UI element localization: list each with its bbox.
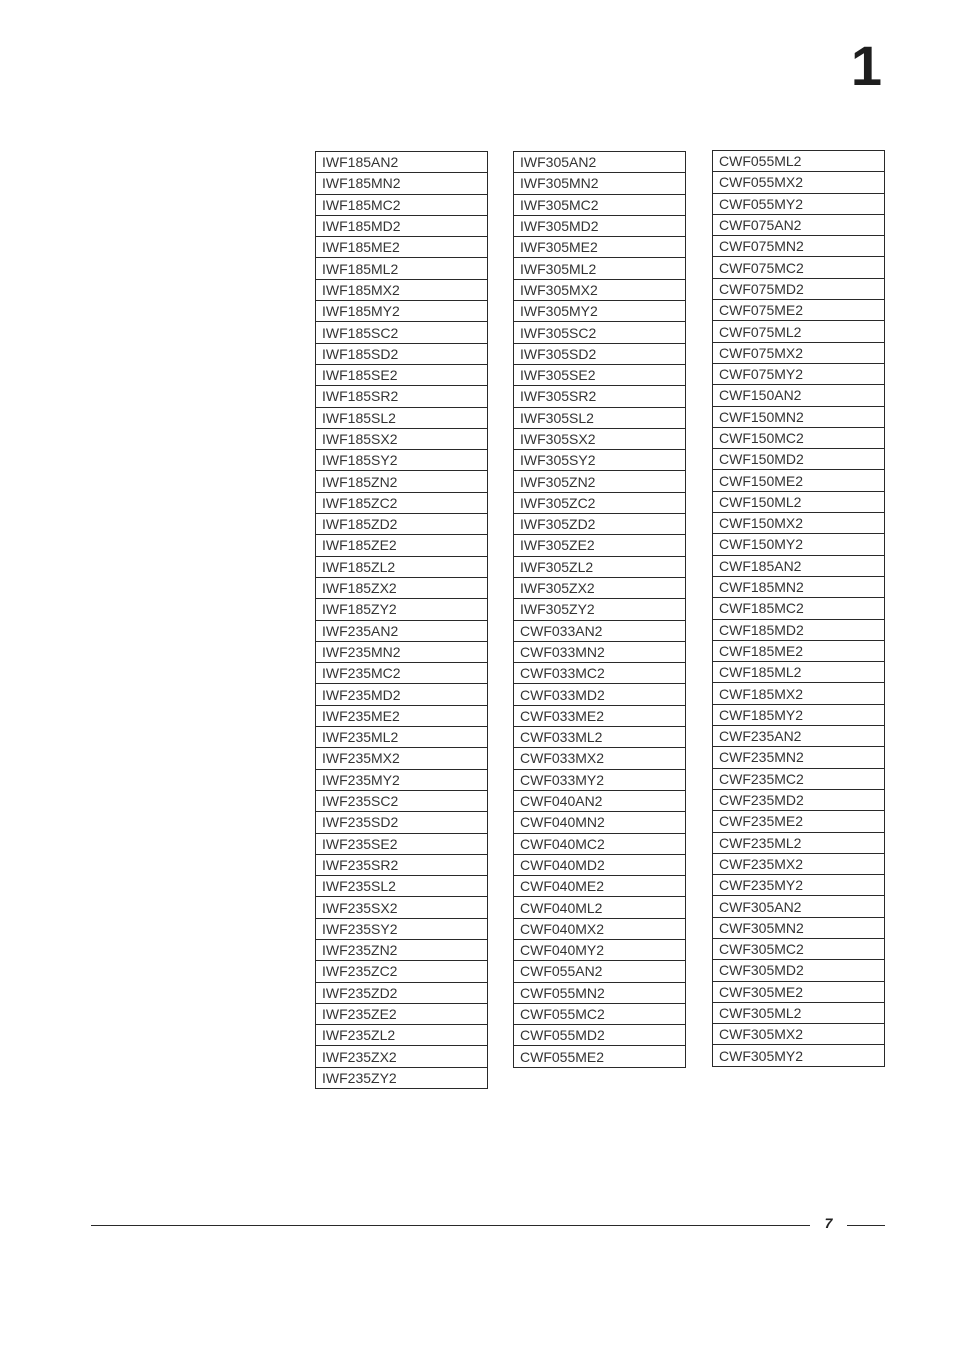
table-row bbox=[713, 768, 885, 789]
model-code-cell: IWF235ZC2 bbox=[316, 961, 488, 982]
table-row bbox=[713, 449, 885, 470]
model-code-cell: CWF055MC2 bbox=[514, 1003, 686, 1024]
model-code-cell: CWF185MY2 bbox=[713, 704, 885, 725]
table-row bbox=[514, 748, 686, 769]
table-row bbox=[316, 535, 488, 556]
model-code-cell: CWF040ML2 bbox=[514, 897, 686, 918]
table-row bbox=[713, 938, 885, 959]
table-row bbox=[316, 258, 488, 279]
table-row bbox=[713, 427, 885, 448]
table-row bbox=[514, 1003, 686, 1024]
model-code-cell: IWF185ZY2 bbox=[316, 599, 488, 620]
model-code-cell: CWF150MC2 bbox=[713, 427, 885, 448]
model-code-cell: IWF305SL2 bbox=[514, 407, 686, 428]
table-row bbox=[713, 662, 885, 683]
table-row bbox=[514, 918, 686, 939]
model-code-cell: CWF040MC2 bbox=[514, 833, 686, 854]
model-code-cell: IWF235ZN2 bbox=[316, 939, 488, 960]
model-code-cell: CWF033ML2 bbox=[514, 727, 686, 748]
table-row bbox=[316, 684, 488, 705]
model-code-cell: IWF185AN2 bbox=[316, 152, 488, 173]
table-row bbox=[713, 363, 885, 384]
model-code-table-3 bbox=[712, 150, 885, 1067]
model-code-cell: CWF185MN2 bbox=[713, 576, 885, 597]
model-code-cell: CWF235MX2 bbox=[713, 853, 885, 874]
model-code-cell: CWF185MX2 bbox=[713, 683, 885, 704]
table-row bbox=[316, 407, 488, 428]
table-row bbox=[713, 576, 885, 597]
model-code-cell: CWF033MC2 bbox=[514, 663, 686, 684]
model-code-cell: CWF040ME2 bbox=[514, 876, 686, 897]
table-row bbox=[316, 428, 488, 449]
model-code-cell: CWF055ML2 bbox=[713, 151, 885, 172]
model-code-cell: CWF150MX2 bbox=[713, 513, 885, 534]
model-code-cell: IWF185ZE2 bbox=[316, 535, 488, 556]
table-row bbox=[713, 683, 885, 704]
table-row bbox=[316, 152, 488, 173]
model-code-cell: CWF185MC2 bbox=[713, 598, 885, 619]
table-row bbox=[713, 214, 885, 235]
model-code-cell: IWF235SR2 bbox=[316, 854, 488, 875]
model-code-cell: IWF185MC2 bbox=[316, 194, 488, 215]
model-code-cell: IWF185ML2 bbox=[316, 258, 488, 279]
model-code-cell: CWF305AN2 bbox=[713, 896, 885, 917]
table-row bbox=[713, 811, 885, 832]
model-code-cell: CWF040AN2 bbox=[514, 790, 686, 811]
model-code-cell: CWF075AN2 bbox=[713, 214, 885, 235]
table-row bbox=[316, 450, 488, 471]
table-row bbox=[514, 854, 686, 875]
model-code-cell: IWF185SE2 bbox=[316, 364, 488, 385]
table-row bbox=[316, 812, 488, 833]
table-row bbox=[316, 961, 488, 982]
table-row bbox=[514, 1046, 686, 1067]
table-row bbox=[514, 237, 686, 258]
model-code-cell: IWF305MN2 bbox=[514, 173, 686, 194]
table-row bbox=[713, 151, 885, 172]
table-row bbox=[316, 939, 488, 960]
table-row bbox=[316, 173, 488, 194]
table-row bbox=[514, 386, 686, 407]
table-row bbox=[713, 172, 885, 193]
table-row bbox=[713, 236, 885, 257]
model-code-cell: CWF075MN2 bbox=[713, 236, 885, 257]
model-code-cell: CWF305MD2 bbox=[713, 960, 885, 981]
table-row bbox=[514, 939, 686, 960]
model-code-cell: IWF185MY2 bbox=[316, 301, 488, 322]
table-row bbox=[316, 790, 488, 811]
table-row bbox=[316, 322, 488, 343]
table-row bbox=[713, 321, 885, 342]
model-code-cell: IWF235SL2 bbox=[316, 876, 488, 897]
table-row bbox=[316, 641, 488, 662]
model-code-cell: CWF305MN2 bbox=[713, 917, 885, 938]
table-row bbox=[514, 641, 686, 662]
table-row bbox=[316, 301, 488, 322]
table-row bbox=[514, 790, 686, 811]
table-row bbox=[316, 833, 488, 854]
table-row bbox=[316, 279, 488, 300]
model-code-cell: IWF305SC2 bbox=[514, 322, 686, 343]
table-row bbox=[316, 237, 488, 258]
table-row bbox=[316, 663, 488, 684]
model-code-cell: CWF185ML2 bbox=[713, 662, 885, 683]
table-row bbox=[514, 215, 686, 236]
model-code-cell: CWF055MD2 bbox=[514, 1025, 686, 1046]
table-row bbox=[514, 364, 686, 385]
model-code-cell: IWF235ZX2 bbox=[316, 1046, 488, 1067]
model-code-cell: CWF040MY2 bbox=[514, 939, 686, 960]
table-row bbox=[514, 514, 686, 535]
table-row bbox=[316, 1067, 488, 1088]
table-row bbox=[514, 727, 686, 748]
model-code-cell: CWF055MX2 bbox=[713, 172, 885, 193]
table-row bbox=[713, 704, 885, 725]
model-code-cell: CWF040MD2 bbox=[514, 854, 686, 875]
table-row bbox=[713, 491, 885, 512]
model-code-cell: CWF235ME2 bbox=[713, 811, 885, 832]
table-row bbox=[514, 450, 686, 471]
model-code-cell: CWF305MY2 bbox=[713, 1045, 885, 1066]
table-row bbox=[713, 385, 885, 406]
table-row bbox=[713, 1024, 885, 1045]
table-row bbox=[713, 917, 885, 938]
table-row bbox=[713, 1045, 885, 1066]
table-row bbox=[713, 534, 885, 555]
model-code-cell: CWF235MY2 bbox=[713, 875, 885, 896]
table-row bbox=[316, 215, 488, 236]
table-row bbox=[514, 663, 686, 684]
table-row bbox=[514, 407, 686, 428]
model-code-cell: CWF033MD2 bbox=[514, 684, 686, 705]
model-code-cell: IWF305MY2 bbox=[514, 301, 686, 322]
model-code-cell: IWF235ZY2 bbox=[316, 1067, 488, 1088]
model-code-cell: IWF305SR2 bbox=[514, 386, 686, 407]
chapter-number: 1 bbox=[850, 34, 882, 97]
model-code-cell: IWF185SR2 bbox=[316, 386, 488, 407]
model-code-cell: CWF075MX2 bbox=[713, 342, 885, 363]
table-row bbox=[514, 812, 686, 833]
model-code-cell: CWF235AN2 bbox=[713, 726, 885, 747]
table-row bbox=[713, 342, 885, 363]
model-code-cell: CWF235MD2 bbox=[713, 789, 885, 810]
model-code-cell: IWF185ZX2 bbox=[316, 577, 488, 598]
table-row bbox=[713, 555, 885, 576]
model-code-cell: IWF185SL2 bbox=[316, 407, 488, 428]
table-row bbox=[316, 897, 488, 918]
table-row bbox=[316, 577, 488, 598]
table-row bbox=[514, 961, 686, 982]
table-row bbox=[514, 194, 686, 215]
model-code-cell: IWF305SY2 bbox=[514, 450, 686, 471]
model-code-cell: IWF185ZN2 bbox=[316, 471, 488, 492]
table-row bbox=[514, 492, 686, 513]
model-code-cell: CWF040MX2 bbox=[514, 918, 686, 939]
model-code-cell: CWF033MN2 bbox=[514, 641, 686, 662]
model-code-cell: IWF235ZL2 bbox=[316, 1025, 488, 1046]
table-row bbox=[514, 173, 686, 194]
table-row bbox=[514, 322, 686, 343]
table-row bbox=[514, 876, 686, 897]
model-code-cell: IWF185ME2 bbox=[316, 237, 488, 258]
table-row bbox=[316, 471, 488, 492]
table-row bbox=[713, 406, 885, 427]
model-code-cell: IWF235ME2 bbox=[316, 705, 488, 726]
table-row bbox=[316, 705, 488, 726]
model-code-cell: CWF055MN2 bbox=[514, 982, 686, 1003]
table-row bbox=[514, 833, 686, 854]
model-code-cell: IWF235SD2 bbox=[316, 812, 488, 833]
table-row bbox=[316, 343, 488, 364]
page-number: 7 bbox=[824, 1215, 833, 1231]
model-code-cell: IWF185SY2 bbox=[316, 450, 488, 471]
footer-rule-left bbox=[91, 1225, 810, 1226]
table-row bbox=[514, 620, 686, 641]
model-code-cell: CWF185MD2 bbox=[713, 619, 885, 640]
table-row bbox=[514, 982, 686, 1003]
model-code-cell: CWF055ME2 bbox=[514, 1046, 686, 1067]
model-code-cell: CWF075MD2 bbox=[713, 278, 885, 299]
model-code-cell: CWF040MN2 bbox=[514, 812, 686, 833]
model-code-cell: IWF235AN2 bbox=[316, 620, 488, 641]
model-code-cell: IWF235MC2 bbox=[316, 663, 488, 684]
model-code-cell: IWF305AN2 bbox=[514, 152, 686, 173]
model-code-cell: IWF305MX2 bbox=[514, 279, 686, 300]
model-code-cell: IWF235SX2 bbox=[316, 897, 488, 918]
table-row bbox=[316, 599, 488, 620]
table-row bbox=[514, 577, 686, 598]
model-code-cell: CWF150AN2 bbox=[713, 385, 885, 406]
table-row bbox=[713, 789, 885, 810]
table-row bbox=[316, 1003, 488, 1024]
table-row bbox=[713, 832, 885, 853]
table-row bbox=[713, 981, 885, 1002]
model-code-cell: CWF033ME2 bbox=[514, 705, 686, 726]
model-code-cell: CWF075ML2 bbox=[713, 321, 885, 342]
model-code-cell: IWF305ME2 bbox=[514, 237, 686, 258]
table-row bbox=[713, 193, 885, 214]
model-code-cell: IWF185SX2 bbox=[316, 428, 488, 449]
model-code-cell: CWF235ML2 bbox=[713, 832, 885, 853]
table-row bbox=[316, 1046, 488, 1067]
table-row bbox=[514, 1025, 686, 1046]
table-row bbox=[514, 897, 686, 918]
table-row bbox=[713, 257, 885, 278]
model-code-cell: CWF150MN2 bbox=[713, 406, 885, 427]
table-row bbox=[713, 875, 885, 896]
table-row bbox=[713, 1002, 885, 1023]
model-code-cell: CWF033MX2 bbox=[514, 748, 686, 769]
model-code-cell: IWF235SC2 bbox=[316, 790, 488, 811]
model-code-cell: CWF305ML2 bbox=[713, 1002, 885, 1023]
table-row bbox=[713, 640, 885, 661]
model-code-cell: IWF235SY2 bbox=[316, 918, 488, 939]
model-code-cell: CWF185ME2 bbox=[713, 640, 885, 661]
model-code-cell: IWF185ZD2 bbox=[316, 514, 488, 535]
table-row bbox=[514, 152, 686, 173]
model-code-cell: CWF033AN2 bbox=[514, 620, 686, 641]
model-code-cell: IWF235ML2 bbox=[316, 727, 488, 748]
model-code-cell: CWF055MY2 bbox=[713, 193, 885, 214]
table-row bbox=[316, 620, 488, 641]
model-code-cell: IWF305ZC2 bbox=[514, 492, 686, 513]
model-code-cell: IWF235ZE2 bbox=[316, 1003, 488, 1024]
model-code-cell: CWF075ME2 bbox=[713, 300, 885, 321]
table-row bbox=[713, 853, 885, 874]
model-code-table-1 bbox=[315, 151, 488, 1089]
model-code-cell: IWF185MX2 bbox=[316, 279, 488, 300]
model-code-cell: IWF305ML2 bbox=[514, 258, 686, 279]
table-row bbox=[316, 854, 488, 875]
model-code-cell: CWF235MN2 bbox=[713, 747, 885, 768]
table-row bbox=[713, 513, 885, 534]
model-code-cell: CWF150MY2 bbox=[713, 534, 885, 555]
model-code-cell: IWF235MY2 bbox=[316, 769, 488, 790]
model-code-cell: CWF075MY2 bbox=[713, 363, 885, 384]
model-code-cell: IWF305ZY2 bbox=[514, 599, 686, 620]
table-row bbox=[316, 748, 488, 769]
model-code-cell: IWF305SD2 bbox=[514, 343, 686, 364]
model-code-cell: IWF235MX2 bbox=[316, 748, 488, 769]
table-row bbox=[316, 364, 488, 385]
model-code-cell: IWF305ZD2 bbox=[514, 514, 686, 535]
model-code-cell: IWF185SD2 bbox=[316, 343, 488, 364]
model-code-cell: IWF305ZX2 bbox=[514, 577, 686, 598]
model-code-cell: IWF185ZC2 bbox=[316, 492, 488, 513]
table-row bbox=[514, 556, 686, 577]
model-code-cell: CWF150MD2 bbox=[713, 449, 885, 470]
model-code-cell: IWF185SC2 bbox=[316, 322, 488, 343]
table-row bbox=[514, 684, 686, 705]
table-row bbox=[713, 598, 885, 619]
model-code-cell: CWF150ME2 bbox=[713, 470, 885, 491]
model-code-cell: CWF033MY2 bbox=[514, 769, 686, 790]
table-row bbox=[514, 343, 686, 364]
table-row bbox=[316, 918, 488, 939]
model-code-cell: IWF235MN2 bbox=[316, 641, 488, 662]
model-code-cell: IWF185ZL2 bbox=[316, 556, 488, 577]
table-row bbox=[316, 514, 488, 535]
model-code-cell: IWF305ZN2 bbox=[514, 471, 686, 492]
model-code-cell: IWF305ZE2 bbox=[514, 535, 686, 556]
table-row bbox=[514, 279, 686, 300]
model-code-cell: CWF075MC2 bbox=[713, 257, 885, 278]
table-row bbox=[316, 194, 488, 215]
model-code-cell: IWF305MD2 bbox=[514, 215, 686, 236]
table-row bbox=[316, 556, 488, 577]
table-row bbox=[514, 471, 686, 492]
table-row bbox=[316, 1025, 488, 1046]
table-row bbox=[713, 300, 885, 321]
model-code-cell: CWF305ME2 bbox=[713, 981, 885, 1002]
model-code-cell: IWF235SE2 bbox=[316, 833, 488, 854]
model-code-table-2 bbox=[513, 151, 686, 1068]
table-row bbox=[316, 386, 488, 407]
table-row bbox=[316, 769, 488, 790]
model-code-cell: IWF305SX2 bbox=[514, 428, 686, 449]
table-row bbox=[713, 470, 885, 491]
model-code-cell: CWF305MC2 bbox=[713, 938, 885, 959]
model-code-cell: IWF305MC2 bbox=[514, 194, 686, 215]
table-row bbox=[514, 705, 686, 726]
table-row bbox=[316, 727, 488, 748]
model-code-cell: IWF235MD2 bbox=[316, 684, 488, 705]
table-row bbox=[514, 428, 686, 449]
table-row bbox=[514, 535, 686, 556]
table-row bbox=[713, 726, 885, 747]
model-code-cell: CWF305MX2 bbox=[713, 1024, 885, 1045]
model-code-cell: IWF305SE2 bbox=[514, 364, 686, 385]
table-row bbox=[713, 896, 885, 917]
table-row bbox=[316, 982, 488, 1003]
model-code-cell: CWF055AN2 bbox=[514, 961, 686, 982]
model-code-cell: IWF185MN2 bbox=[316, 173, 488, 194]
model-code-cell: IWF235ZD2 bbox=[316, 982, 488, 1003]
table-row bbox=[514, 258, 686, 279]
table-row bbox=[713, 619, 885, 640]
table-row bbox=[514, 599, 686, 620]
model-code-cell: IWF305ZL2 bbox=[514, 556, 686, 577]
model-code-cell: IWF185MD2 bbox=[316, 215, 488, 236]
model-code-cell: CWF235MC2 bbox=[713, 768, 885, 789]
model-code-cell: CWF150ML2 bbox=[713, 491, 885, 512]
table-row bbox=[713, 960, 885, 981]
table-row bbox=[514, 301, 686, 322]
table-row bbox=[713, 747, 885, 768]
table-row bbox=[514, 769, 686, 790]
table-row bbox=[713, 278, 885, 299]
model-code-cell: CWF185AN2 bbox=[713, 555, 885, 576]
table-row bbox=[316, 492, 488, 513]
footer-rule-right bbox=[847, 1225, 885, 1226]
table-row bbox=[316, 876, 488, 897]
